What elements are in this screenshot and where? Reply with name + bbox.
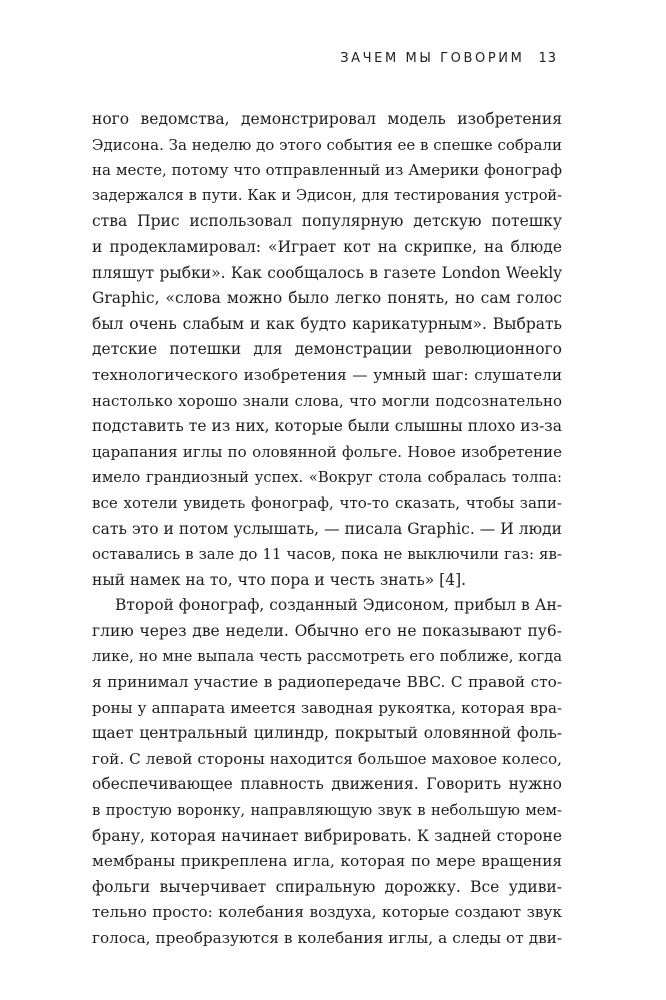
text-line: Graphic, «слова можно было легко понять, но сам голос	[92, 289, 562, 308]
text-line: Второй фонограф, созданный Эдисоном, прибыл в Ан-	[115, 596, 563, 615]
text-line: оставались в зале до 11 часов, пока не выключили газ: яв-	[92, 545, 562, 564]
text-line: настолько хорошо знали слова, что могли подсознательно	[92, 391, 562, 410]
text-line: задержался в пути. Как и Эдисон, для тестирования устрой-	[92, 187, 562, 204]
text-line: голоса, преобразуются в колебания иглы, а следы от дви-	[92, 929, 562, 947]
text-line: лике, но мне выпала честь рассмотреть его поближе, когда	[92, 648, 562, 666]
text-line: и продекламировал: «Играет кот на скрипке, на блюде	[92, 237, 562, 256]
text-line: фольги вычерчивает спиральную дорожку. Все удиви-	[92, 877, 562, 896]
text-line: Эдисона. За неделю до этого события ее в спешке собрали	[92, 135, 562, 154]
text-line: глию через две недели. Обычно его не показывают пу6-	[92, 621, 562, 640]
running-header	[340, 51, 557, 66]
text-line: технологического изобретения — умный шаг: слушатели	[92, 365, 562, 384]
text-line: все хотели увидеть фонограф, что-то сказать, чтобы запи-	[92, 493, 562, 512]
text-line: ный намек на то, что пора и честь знать» [4].	[92, 570, 467, 589]
text-line: роны у аппарата имеется заводная рукоятка, которая вра-	[92, 698, 562, 717]
text-line: тельно просто: колебания воздуха, которые создают звук	[92, 903, 562, 922]
text-line: мембраны прикреплена игла, которая по мере вращения	[92, 852, 562, 871]
text-line: на месте, потому что отправленный из Америки фонограф	[92, 161, 562, 180]
text-line: ства Прис использовал популярную детскую потешку	[92, 212, 562, 231]
text-line: сать это и потом услышать, — писала Graphic. — И люди	[92, 519, 562, 538]
page-number: 13	[538, 51, 557, 66]
text-line: царапания иглы по оловянной фольге. Новое изобретение	[92, 442, 562, 461]
text-line: имело грандиозный успех. «Вокруг стола собралась толпа:	[92, 469, 562, 487]
text-line: пляшут рыбки». Как сообщалось в газете London Weekly	[92, 263, 562, 282]
text-line: был очень слабым и как будто карикатурным». Выбрать	[92, 314, 562, 333]
text-line: детские потешки для демонстрации революционного	[92, 340, 562, 359]
text-line: брану, которая начинает вибрировать. К задней стороне	[92, 826, 562, 845]
text-line: в простую воронку, направляющую звук в небольшую мем-	[92, 802, 562, 820]
text-line: щает центральный цилиндр, покрытый оловянной фоль-	[92, 724, 562, 743]
body-text	[92, 107, 562, 952]
text-line: ного ведомства, демонстрировал модель изобретения	[92, 110, 562, 128]
text-line: обеспечивающее плавность движения. Говорить нужно	[92, 775, 562, 794]
text-line: я принимал участие в радиопередаче BBC. С правой сто-	[92, 673, 562, 692]
text-line: подставить те из них, которые были слышны плохо из-за	[92, 417, 562, 436]
running-title: ЗАЧЕМ МЫ ГОВОРИМ	[340, 51, 525, 66]
text-line: гой. С левой стороны находится большое маховое колесо,	[92, 749, 562, 768]
